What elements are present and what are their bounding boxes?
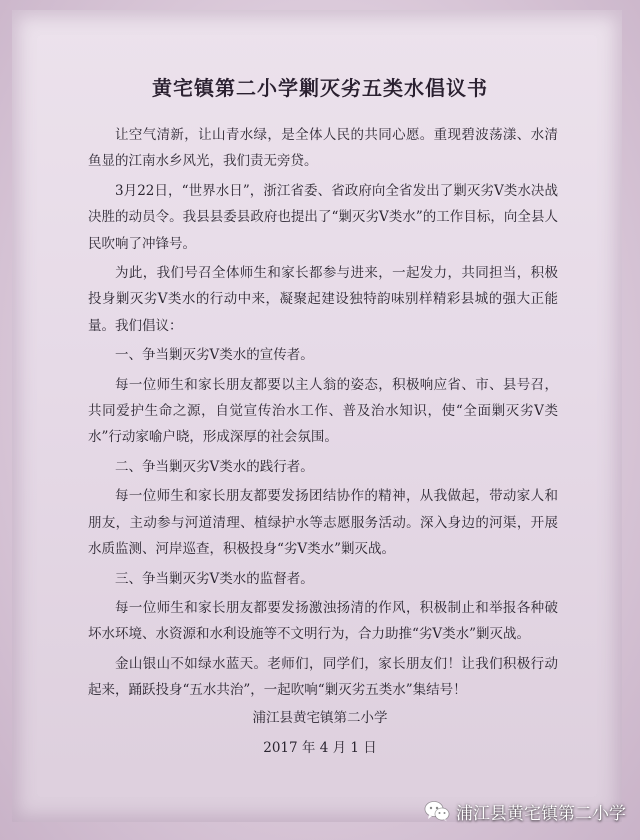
signature-school: 浦江县黄宅镇第二小学 <box>252 710 388 726</box>
heading-supervisor: 三、争当剿灭劣Ⅴ类水的监督者。 <box>115 570 314 587</box>
heading-promoter: 一、争当剿灭劣Ⅴ类水的宣传者。 <box>115 347 314 364</box>
wechat-watermark <box>424 796 626 826</box>
watermark-text: 浦江县黄宅镇第二小学 <box>456 803 626 824</box>
document-body <box>88 122 558 707</box>
paragraph-call: 为此，我们号召全体师生和家长都参与进来，一起发力，共同担当，积极投身剿灭劣Ⅴ类水的行动中来，凝聚起建设独特韵味别样精彩县城的强大正能量。我们倡议： <box>88 265 558 334</box>
paragraph-practitioner: 每一位师生和家长朋友都要发扬团结协作的精神，从我做起，带动家人和朋友，主动参与河道清理、植绿护水等志愿服务活动。深入身边的河渠，开展水质监测、河岸巡查，积极投身“劣Ⅴ类水”剿灭战。 <box>88 488 558 558</box>
document-title: 黄宅镇第二小学剿灭劣五类水倡议书 <box>152 76 488 100</box>
paragraph-intro: 让空气清新，让山青水绿，是全体人民的共同心愿。重现碧波荡漾、水清鱼显的江南水乡风光，我们责无旁贷。 <box>88 127 558 170</box>
wechat-icon <box>424 800 450 822</box>
paragraph-promoter: 每一位师生和家长朋友都要以主人翁的姿态，积极响应省、市、县号召，共同爱护生命之源，自觉宣传治水工作、普及治水知识，使“全面剿灭劣Ⅴ类水”行动家喻户晓，形成深厚的社会氛围。 <box>88 376 558 446</box>
paragraph-background: 3月22日，“世界水日”，浙江省委、省政府向全省发出了剿灭劣Ⅴ类水决战决胜的动员令。我县县委县政府也提出了“剿灭劣Ⅴ类水”的工作目标，向全县人民吹响了冲锋号。 <box>88 182 558 252</box>
paragraph-closing: 金山银山不如绿水蓝天。老师们，同学们，家长朋友们！让我们积极行动起来，踊跃投身“五水共治”，一起吹响“剿灭劣五类水”集结号！ <box>88 655 558 699</box>
signature-date: 2017 年 4 月 1 日 <box>263 740 377 756</box>
paragraph-supervisor: 每一位师生和家长朋友都要发扬激浊扬清的作风，积极制止和举报各种破坏水环境、水资源和水利设施等不文明行为，合力助推“劣Ⅴ类水”剿灭战。 <box>88 599 558 643</box>
heading-practitioner: 二、争当剿灭劣Ⅴ类水的践行者。 <box>115 458 314 475</box>
